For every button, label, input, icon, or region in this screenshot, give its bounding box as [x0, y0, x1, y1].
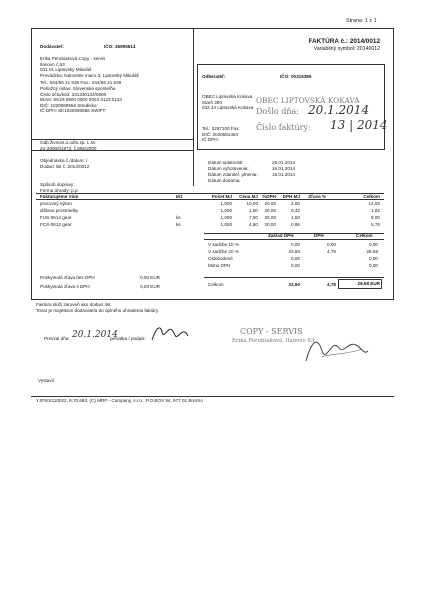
footer-notes [36, 302, 159, 313]
discount-incl-vat: 0,00 EUR [140, 284, 160, 289]
customer-address [202, 94, 253, 111]
supplier-line: IBAN: SK29 0900 0000 0003 3123 0134 [40, 97, 122, 103]
grand-total-base: 23,90 [288, 282, 300, 287]
supplier-line: 031 01 Liptovský Mikuláš [40, 67, 92, 73]
item-name: FUS-0514 gear [40, 215, 72, 220]
received-on-handwritten: 20.1.2014 [72, 330, 118, 340]
discount-incl-vat-label: Poskytnutá zľava s DPH [40, 284, 90, 289]
issue-date-label: Dátum vyhotovenia: [208, 166, 249, 171]
summary-row [204, 249, 384, 256]
item-price: 10,00 [246, 201, 258, 206]
supplier-line: Ilanovo č.63 [40, 61, 65, 67]
item-vat-rate: 20,00 [264, 222, 276, 227]
taxable-date-label: Dátum zdaniteľ. plnenia: [208, 172, 258, 177]
supplier-line: Tel.: 044/56 21 639 Fax.: 044/56 21 639 [40, 80, 122, 86]
item-total: 12,00 [368, 201, 380, 206]
customer-label: Odberateľ: [202, 74, 226, 79]
summary-total: 0,00 [369, 242, 378, 247]
supplier-line: Číslo účtu/kód: 331230134/0900 [40, 91, 107, 97]
variable-symbol: Variabilný symbol: 20140012 [313, 46, 380, 52]
received-stamp-org: OBEC LIPTOVSKÁ KOKAVA [256, 96, 360, 105]
supplier-line: Odb.živnost.ú.odhr.sp. L.M. [40, 140, 96, 145]
customer-line: 032 44 Liptovská Kokava [202, 105, 254, 111]
table-row [36, 208, 384, 215]
summary-total: 28,68 [366, 249, 378, 254]
received-on-label: Prevzal dňa: [44, 336, 70, 341]
item-total: 1,92 [371, 208, 380, 213]
supplier-line: Erika Perubiaková Copy - servis [40, 56, 106, 61]
item-vat: 1,50 [291, 215, 300, 220]
supplier-ico: IČO: 36995614 [104, 44, 136, 49]
summary-vat: 4,78 [327, 249, 336, 254]
customer-icdph: IČ DPH: [202, 137, 219, 143]
received-date-label: Došlo dňa: [256, 107, 299, 116]
summary-total: 0,00 [369, 263, 378, 268]
stamp-line: Erika Perubiaková, Ilanovo 63 [232, 338, 315, 344]
invoice-number-label: Číslo faktúry: [256, 123, 311, 132]
note-line: Tovar je majetkom dodávateľa do úplného uhradenia faktúry. [36, 307, 160, 313]
delivery-date-label: Dátum dodania: [208, 178, 241, 183]
customer-ico: IČO: 00315389 [280, 74, 312, 79]
summary-vat: 0,00 [327, 242, 336, 247]
col-header: Počet MJ [211, 194, 232, 199]
customer-line: Starô 390 [202, 99, 222, 105]
summary-row [204, 256, 384, 263]
grand-total: 28,68 EUR [357, 281, 380, 286]
item-name: pracovný výkon [40, 201, 72, 206]
summary-base: 0,00 [291, 256, 300, 261]
col-header: DPH MJ [282, 194, 300, 199]
item-price: 1,60 [249, 208, 258, 213]
item-vat: 0,32 [291, 208, 300, 213]
table-row [36, 222, 384, 229]
note-line: Faktúra slúži zároveň ako dodací list. [36, 302, 112, 307]
due-date: 26.01.2014 [272, 160, 295, 165]
shipping-info [40, 182, 79, 193]
item-qty: 1,000 [220, 215, 232, 220]
page-indicator: Strana: 1 z 1 [346, 18, 377, 24]
item-vat: 0,96 [291, 222, 300, 227]
summary-header: Celkom [356, 233, 373, 238]
issuer-signature [302, 333, 372, 367]
col-header: Zľava % [308, 194, 326, 199]
col-header: Cena MJ [239, 194, 258, 199]
company-stamp [232, 327, 382, 369]
item-unit: ks [176, 222, 181, 227]
discount-excl-vat-label: Poskytnutá zľava bez DPH [40, 275, 95, 280]
order-number: Objednávka č./dátum: / [40, 158, 88, 163]
delivery-note: Dodací list č.:2014/0012 [40, 163, 90, 169]
item-price: 4,80 [249, 222, 258, 227]
col-header: %DPH [262, 194, 276, 199]
taxable-date: 16.01.2014 [272, 172, 295, 177]
item-vat-rate: 20,00 [264, 208, 276, 213]
item-vat-rate: 20,00 [264, 201, 276, 206]
col-header: Celkom [363, 194, 380, 199]
supplier-line: DIČ: 1020080556 Stredisko: [40, 102, 98, 108]
summary-label: Oslobodené [208, 256, 233, 261]
customer-contacts [202, 126, 240, 143]
item-qty: 1,000 [220, 208, 232, 213]
summary-base: 23,90 [288, 249, 300, 254]
issue-date: 16.01.2014 [272, 166, 295, 171]
software-footer: YJFSIX110022, 6.70.683, (C) MRP - Company, s.r.o., P.O.BOX 94, 977 01 Brezno [36, 398, 203, 403]
order-info [40, 158, 89, 169]
summary-label: Mimo DPH [208, 263, 231, 268]
item-unit: ks [176, 215, 181, 220]
item-qty: 1,000 [220, 201, 232, 206]
item-name: FCS-0612 gear [40, 222, 72, 227]
summary-label: V sadzbe 20 % [208, 249, 239, 254]
item-total: 5,76 [371, 222, 380, 227]
items-header [36, 194, 384, 200]
stamp-signature-label: pečiatka / podpis: [110, 336, 146, 341]
summary-header: DPH [314, 233, 324, 238]
supplier-block [40, 56, 139, 114]
issued-by-label: Vystavil: [38, 378, 55, 383]
invoice-title: FAKTÚRA č.: 2014/0012 [308, 38, 380, 45]
received-date-handwritten: 20.1.2014 [308, 103, 370, 117]
col-header: Fakturujeme Vám [40, 194, 79, 199]
col-header: MJ [176, 194, 183, 199]
summary-base: 0,00 [291, 242, 300, 247]
supplier-line: Zo-2000/01973, č.995/2000 [40, 145, 97, 151]
item-total: 9,00 [371, 215, 380, 220]
customer-line: OBEC Liptovská Kokava [202, 94, 253, 99]
summary-total: 0,00 [369, 256, 378, 261]
grand-total-label: Celkom [208, 282, 224, 287]
customer-tel: Tel.: 5297100 Fax: [202, 126, 240, 131]
supplier-line: IČ DPH: SK1020080556 SWIFT: [40, 108, 107, 114]
summary-base: 0,00 [291, 263, 300, 268]
supplier-line: Peňažný ústav: Slovenská sporiteľňa [40, 85, 116, 91]
item-qty: 1,000 [220, 222, 232, 227]
table-row [36, 215, 384, 222]
summary-header: Základ DPH [268, 233, 294, 238]
invoice-number-handwritten: 13 | 2014 [330, 118, 388, 132]
table-row [36, 201, 384, 208]
grand-total-vat: 4,78 [327, 282, 336, 287]
supplier-label: Dodávateľ: [40, 44, 64, 49]
customer-dic: DIČ: 2020581464 [202, 131, 239, 137]
customer-signature [150, 322, 190, 344]
discount-excl-vat: 0,00 EUR [140, 275, 160, 280]
summary-label: V sadzbe 10 % [208, 242, 239, 247]
item-price: 7,50 [249, 215, 258, 220]
item-vat-rate: 20,00 [264, 215, 276, 220]
item-vat: 2,00 [291, 201, 300, 206]
stamp-title: COPY - SERVIS [240, 327, 303, 336]
due-date-label: Dátum splatnosti: [208, 160, 244, 165]
payment-method: Forma úhrady: p.p. [40, 187, 79, 193]
shipping-method: Spôsob dopravy: [40, 182, 75, 187]
supplier-line: Prevádzka: Námestie mieru 3, Liptovský Mikuláš [40, 72, 139, 78]
summary-row [204, 263, 384, 270]
summary-row [204, 242, 384, 249]
item-name: dištace prostriedky [40, 208, 79, 213]
